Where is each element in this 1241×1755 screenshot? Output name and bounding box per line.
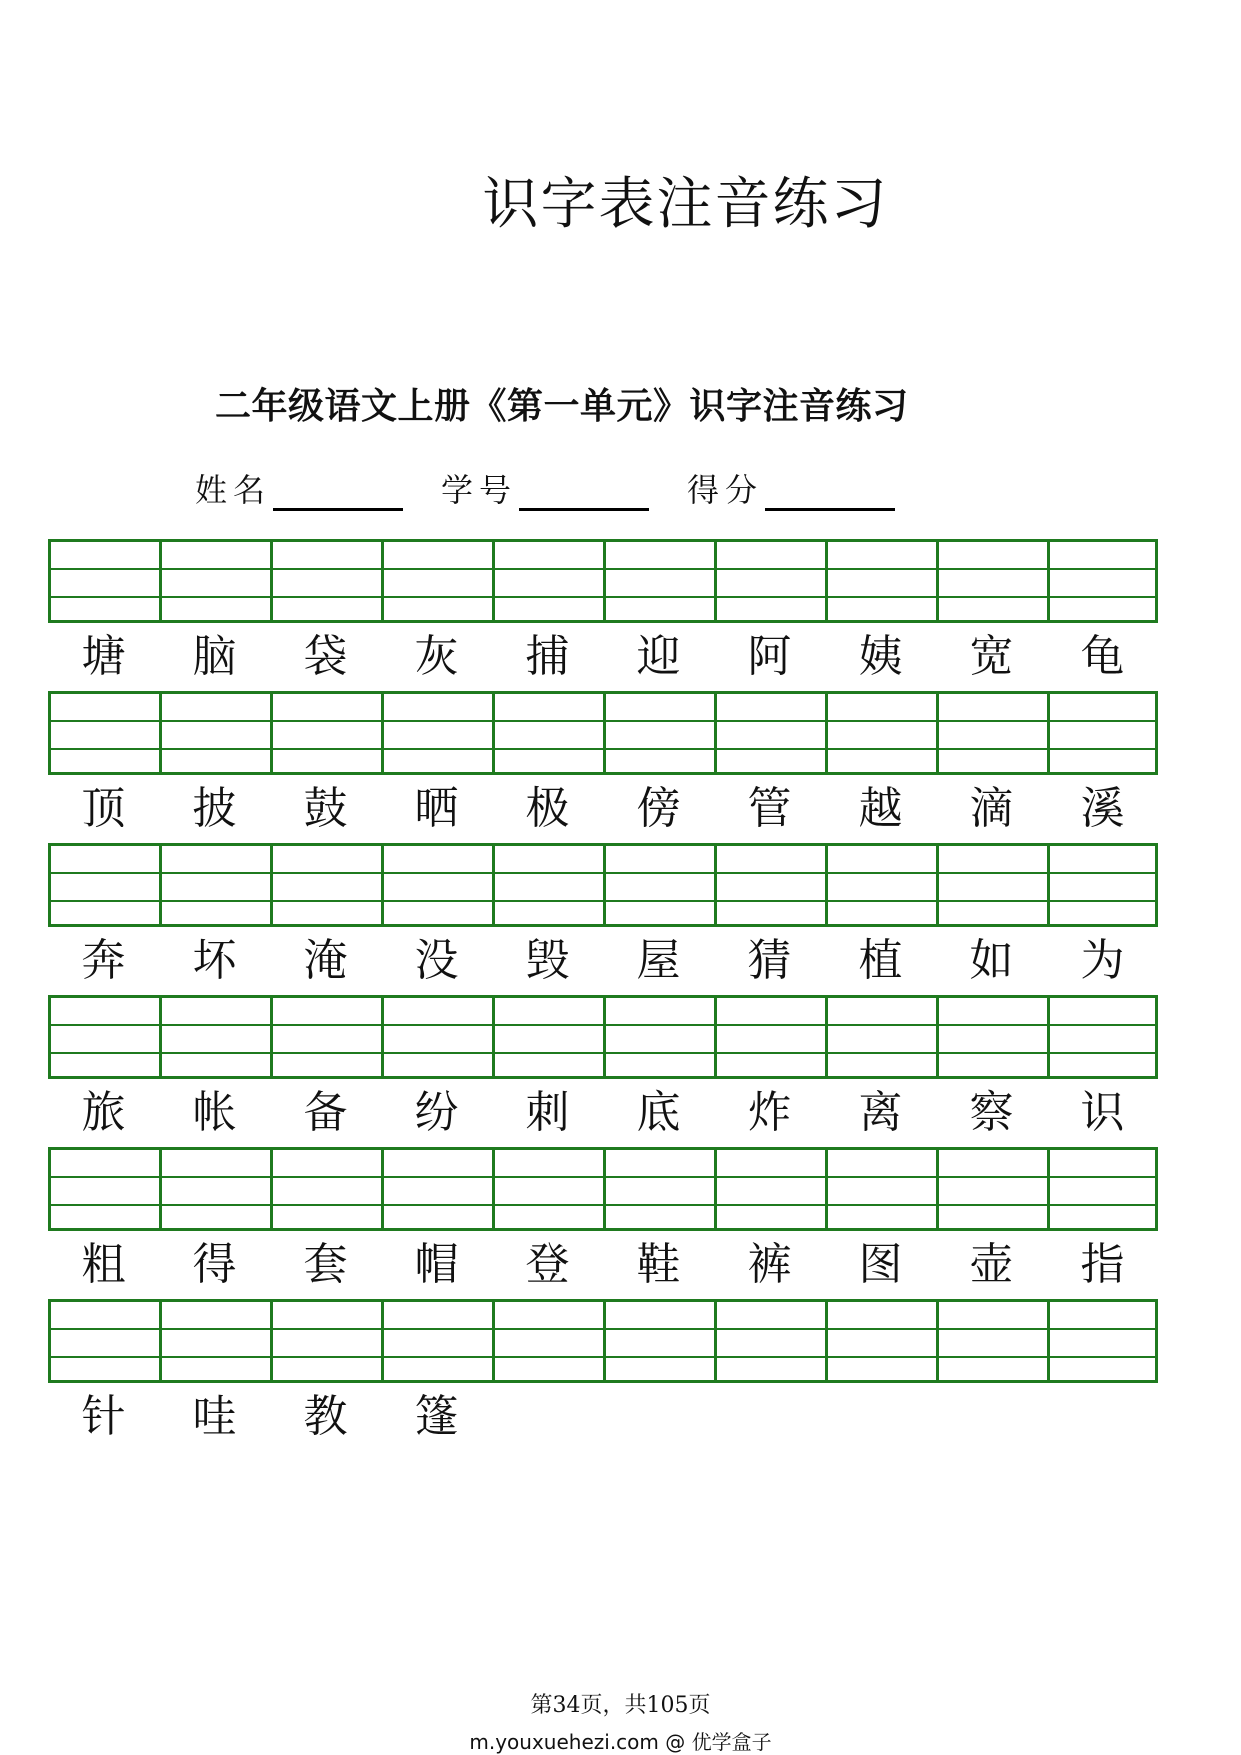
page-number: 第34页，共105页 — [530, 1693, 711, 1718]
cell-divider — [825, 998, 828, 1076]
page-title: 识字表注音练习 — [482, 172, 889, 237]
cell-divider — [381, 1150, 384, 1228]
pinyin-writing-box[interactable] — [48, 691, 1158, 775]
cell-divider — [1047, 1150, 1050, 1228]
cell-divider — [492, 694, 495, 772]
chinese-character: 宽 — [969, 631, 1014, 682]
student-info-row — [195, 465, 933, 511]
chinese-character: 壶 — [969, 1239, 1014, 1290]
character-row — [48, 1387, 1158, 1447]
chinese-character: 傍 — [636, 783, 681, 834]
cell-divider — [603, 694, 606, 772]
pinyin-writing-box[interactable] — [48, 995, 1158, 1079]
cell-divider — [825, 1150, 828, 1228]
chinese-character: 鞋 — [636, 1239, 681, 1290]
chinese-character: 极 — [525, 783, 570, 834]
score-label: 得分 — [687, 471, 764, 509]
cell-divider — [159, 846, 162, 924]
cell-divider — [936, 1302, 939, 1380]
chinese-character: 针 — [81, 1391, 126, 1442]
practice-block — [48, 1299, 1158, 1451]
cell-divider — [492, 542, 495, 620]
worksheet-subtitle: 二年级语文上册《第一单元》识字注音练习 — [215, 386, 909, 427]
cell-divider — [270, 998, 273, 1076]
cell-divider — [159, 1302, 162, 1380]
cell-divider — [603, 998, 606, 1076]
cell-divider — [492, 998, 495, 1076]
chinese-character: 帐 — [192, 1087, 237, 1138]
chinese-character: 滴 — [969, 783, 1014, 834]
cell-divider — [1047, 542, 1050, 620]
chinese-character: 猜 — [747, 935, 792, 986]
chinese-character: 备 — [303, 1087, 348, 1138]
chinese-character: 晒 — [414, 783, 459, 834]
practice-block — [48, 691, 1158, 843]
chinese-character: 没 — [414, 935, 459, 986]
chinese-character: 捕 — [525, 631, 570, 682]
chinese-character: 奔 — [81, 935, 126, 986]
score-blank[interactable] — [765, 478, 895, 511]
practice-block — [48, 843, 1158, 995]
cell-divider — [270, 846, 273, 924]
character-row — [48, 779, 1158, 839]
character-row — [48, 931, 1158, 991]
cell-divider — [159, 1150, 162, 1228]
chinese-character: 哇 — [192, 1391, 237, 1442]
chinese-character: 套 — [303, 1239, 348, 1290]
chinese-character: 袋 — [303, 631, 348, 682]
pinyin-practice-grid — [48, 539, 1158, 1451]
cell-divider — [381, 998, 384, 1076]
chinese-character: 旅 — [81, 1087, 126, 1138]
chinese-character: 阿 — [747, 631, 792, 682]
chinese-character: 为 — [1080, 935, 1125, 986]
chinese-character: 灰 — [414, 631, 459, 682]
score-field — [687, 465, 895, 511]
chinese-character: 粗 — [81, 1239, 126, 1290]
cell-divider — [492, 1150, 495, 1228]
cell-divider — [1047, 694, 1050, 772]
name-label: 姓名 — [195, 471, 272, 509]
cell-divider — [714, 846, 717, 924]
cell-divider — [492, 846, 495, 924]
chinese-character: 植 — [858, 935, 903, 986]
chinese-character: 坏 — [192, 935, 237, 986]
chinese-character: 纷 — [414, 1087, 459, 1138]
chinese-character: 龟 — [1080, 631, 1125, 682]
chinese-character: 越 — [858, 783, 903, 834]
chinese-character: 裤 — [747, 1239, 792, 1290]
cell-divider — [1047, 846, 1050, 924]
cell-divider — [603, 542, 606, 620]
chinese-character: 炸 — [747, 1087, 792, 1138]
cell-divider — [159, 542, 162, 620]
cell-divider — [714, 694, 717, 772]
cell-divider — [714, 1302, 717, 1380]
cell-divider — [381, 694, 384, 772]
pinyin-writing-box[interactable] — [48, 1147, 1158, 1231]
cell-divider — [1047, 1302, 1050, 1380]
character-row — [48, 1083, 1158, 1143]
pinyin-writing-box[interactable] — [48, 539, 1158, 623]
site-watermark: m.youxuehezi.com @ 优学盒子 — [469, 1730, 772, 1754]
student-number-label: 学号 — [441, 471, 518, 509]
cell-divider — [159, 694, 162, 772]
chinese-character: 毁 — [525, 935, 570, 986]
chinese-character: 鼓 — [303, 783, 348, 834]
pinyin-writing-box[interactable] — [48, 843, 1158, 927]
cell-divider — [381, 846, 384, 924]
chinese-character: 察 — [969, 1087, 1014, 1138]
chinese-character: 如 — [969, 935, 1014, 986]
cell-divider — [714, 542, 717, 620]
chinese-character: 刺 — [525, 1087, 570, 1138]
cell-divider — [936, 998, 939, 1076]
chinese-character: 脑 — [192, 631, 237, 682]
cell-divider — [825, 846, 828, 924]
chinese-character: 管 — [747, 783, 792, 834]
chinese-character: 屋 — [636, 935, 681, 986]
chinese-character: 迎 — [636, 631, 681, 682]
cell-divider — [825, 1302, 828, 1380]
chinese-character: 登 — [525, 1239, 570, 1290]
cell-divider — [492, 1302, 495, 1380]
chinese-character: 识 — [1080, 1087, 1125, 1138]
cell-divider — [1047, 998, 1050, 1076]
chinese-character: 帽 — [414, 1239, 459, 1290]
name-field — [195, 465, 403, 511]
character-row — [48, 627, 1158, 687]
character-row — [48, 1235, 1158, 1295]
chinese-character: 底 — [636, 1087, 681, 1138]
practice-block — [48, 1147, 1158, 1299]
chinese-character: 得 — [192, 1239, 237, 1290]
cell-divider — [270, 542, 273, 620]
cell-divider — [936, 542, 939, 620]
cell-divider — [603, 1302, 606, 1380]
chinese-character: 顶 — [81, 783, 126, 834]
name-blank[interactable] — [273, 478, 403, 511]
cell-divider — [381, 542, 384, 620]
cell-divider — [825, 542, 828, 620]
student-number-field — [441, 465, 649, 511]
cell-divider — [825, 694, 828, 772]
cell-divider — [270, 1302, 273, 1380]
chinese-character: 篷 — [414, 1391, 459, 1442]
chinese-character: 图 — [858, 1239, 903, 1290]
chinese-character: 教 — [303, 1391, 348, 1442]
chinese-character: 指 — [1080, 1239, 1125, 1290]
cell-divider — [270, 1150, 273, 1228]
chinese-character: 淹 — [303, 935, 348, 986]
chinese-character: 离 — [858, 1087, 903, 1138]
practice-block — [48, 995, 1158, 1147]
cell-divider — [603, 846, 606, 924]
chinese-character: 姨 — [858, 631, 903, 682]
student-number-blank[interactable] — [519, 478, 649, 511]
cell-divider — [381, 1302, 384, 1380]
cell-divider — [603, 1150, 606, 1228]
chinese-character: 塘 — [81, 631, 126, 682]
cell-divider — [270, 694, 273, 772]
cell-divider — [159, 998, 162, 1076]
cell-divider — [936, 1150, 939, 1228]
chinese-character: 溪 — [1080, 783, 1125, 834]
cell-divider — [936, 694, 939, 772]
cell-divider — [936, 846, 939, 924]
cell-divider — [714, 1150, 717, 1228]
practice-block — [48, 539, 1158, 691]
cell-divider — [714, 998, 717, 1076]
pinyin-writing-box[interactable] — [48, 1299, 1158, 1383]
chinese-character: 披 — [192, 783, 237, 834]
